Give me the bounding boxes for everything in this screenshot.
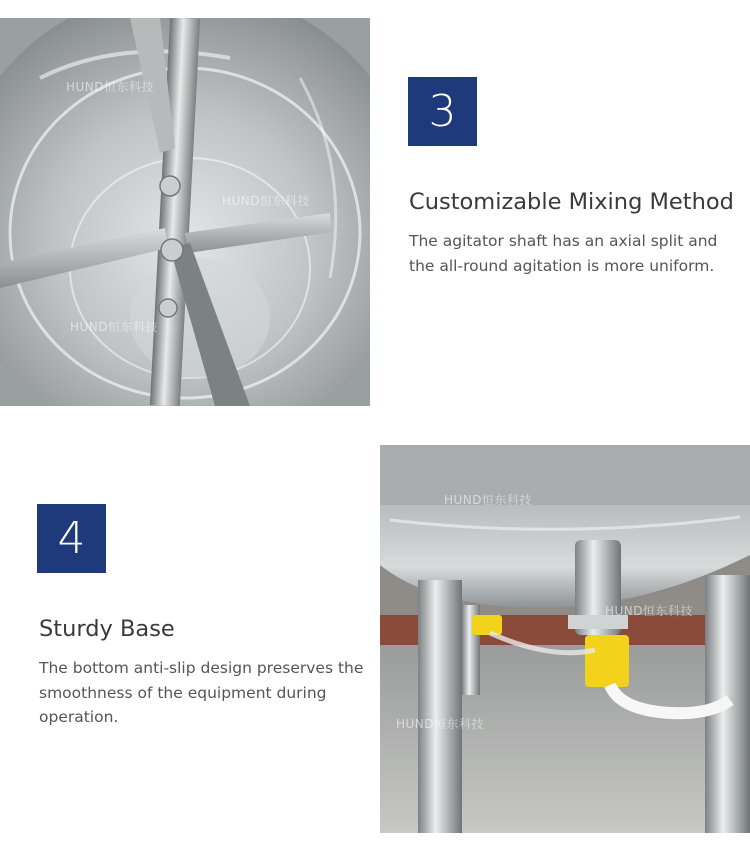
watermark: HUND恒东科技: [70, 320, 159, 334]
watermark: HUND恒东科技: [444, 493, 533, 507]
watermark: HUND恒东科技: [396, 717, 485, 731]
tank-base-illustration: [380, 445, 750, 833]
watermark: HUND恒东科技: [605, 604, 694, 618]
feature-title: Customizable Mixing Method: [409, 189, 734, 215]
tank-base-photo: [380, 445, 750, 833]
feature-description: The bottom anti-slip design preserves the smoothness of the equipment during operation.: [39, 659, 364, 726]
watermark: HUND恒东科技: [222, 194, 311, 208]
feature-number-badge: 4: [37, 504, 106, 573]
feature-title: Sturdy Base: [39, 616, 175, 642]
tank-interior-photo: [0, 18, 370, 406]
watermark: HUND恒东科技: [66, 80, 155, 94]
feature-description: The agitator shaft has an axial split and the all-round agitation is more uniform.: [409, 232, 718, 275]
feature-number-badge: 3: [408, 77, 477, 146]
tank-interior-illustration: [0, 18, 370, 406]
